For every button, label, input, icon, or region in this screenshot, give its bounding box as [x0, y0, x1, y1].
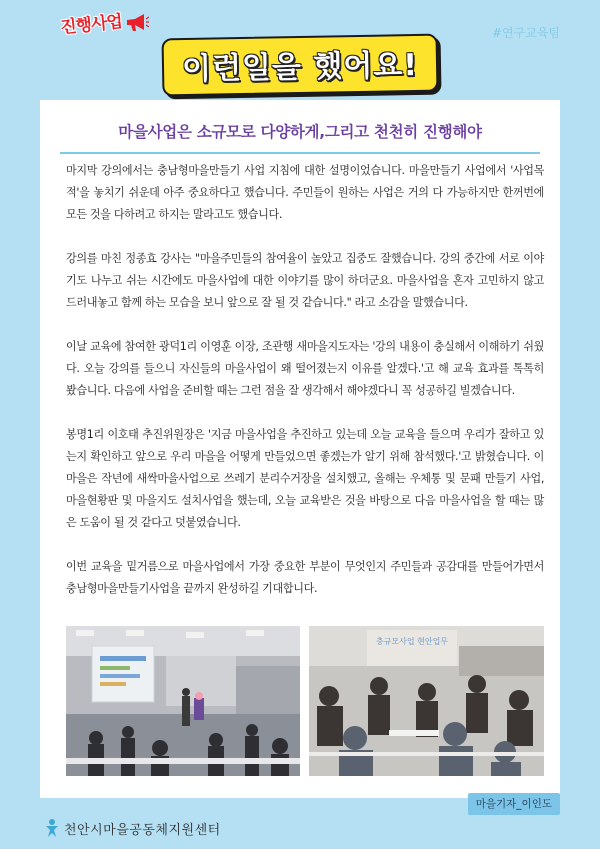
paragraph-3: 이날 교육에 참여한 광덕1리 이영훈 이장, 조관행 새마을지도자는 '강의 내용이 충실해서 이해하기 쉬웠다. 오늘 강의를 들으니 자신들의 마을사업이 왜 떨어졌는지 이유를 알겠다.'고 해 교육 효과를 톡톡히 봤습니다. 다음에 사업을 준비할 때는 그런 점을 잘 생각해서 해야겠다니 꼭 성공하길 빌겠습니다. [66, 340, 544, 397]
article-title: 마을사업은 소규모로 다양하게,그리고 천천히 진행해야 [118, 123, 482, 141]
section-badge [59, 10, 149, 39]
badge-label: 진행사업 [59, 11, 123, 39]
paragraph-4: 봉명1리 이호태 추진위원장은 '지금 마을사업을 추진하고 있는데 오늘 교육을 들으며 우리가 잘하고 있는지 확인하고 앞으로 우리 마을을 어떻게 만들었으면 좋겠는가 알기 위해 참석했다.'고 밝혔습니다. 이 마을은 작년에 새싹마을사업으로 쓰레기 분리수거장을 설치했고, 올해는 우체통 및 문패 만들기 사업, 마을현황판 및 마을지도 설치사업을 했는데, 오늘 교육받은 것을 바탕으로 다음 마을사업을 할 때는 많은 도움이 될 것 같다고 덧붙였습니다. [66, 428, 544, 529]
paragraph-1: 마지막 강의에서는 충남형마을만들기 사업 지침에 대한 설명이었습니다. 마을만들기 사업에서 '사업목적'을 놓치기 쉬운데 아주 중요하다고 했습니다. 주민들이 원하는 사업은 거의 다 가능하지만 한꺼번에 모든 것을 다하려고 하지는 말라고도 했습니다. [66, 164, 544, 221]
center-name: 천안시마을공동체지원센터 [64, 822, 221, 838]
paragraph-5: 이번 교육을 밑거름으로 마을사업에서 가장 중요한 부분이 무엇인지 주민들과 공감대를 만들어가면서 충남형마을만들기사업을 끝까지 완성하길 기대합니다. [66, 560, 544, 595]
lecture-photo [66, 626, 300, 776]
banner-text: 충규모사업 현안업무 [375, 637, 449, 646]
person-logo-icon [44, 818, 60, 838]
title-divider [60, 152, 540, 154]
team-tag: #연구교육팀 [491, 26, 560, 40]
headline-wrap [0, 36, 600, 94]
megaphone-icon [125, 13, 149, 33]
center-logo [44, 818, 221, 838]
page-headline: 이런일을 했어요! [162, 34, 439, 97]
participants-photo [309, 626, 544, 776]
paragraph-2: 강의를 마친 정종효 강사는 "마을주민들의 참여율이 높았고 집중도 잘했습니다. 강의 중간에 서로 이야기도 나누고 쉬는 시간에도 마을사업에 대한 이야기를 많이 하더군요. 마을사업을 혼자 고민하지 않고 드러내놓고 함께 하는 모습을 보니 앞으로 잘 될 것 같습니다." 라고 소감을 말했습니다. [66, 252, 544, 309]
reporter-tag: 마을기자_이인도 [468, 793, 560, 815]
photo-row [66, 626, 544, 776]
content-card [40, 100, 560, 798]
article-body [66, 160, 544, 622]
